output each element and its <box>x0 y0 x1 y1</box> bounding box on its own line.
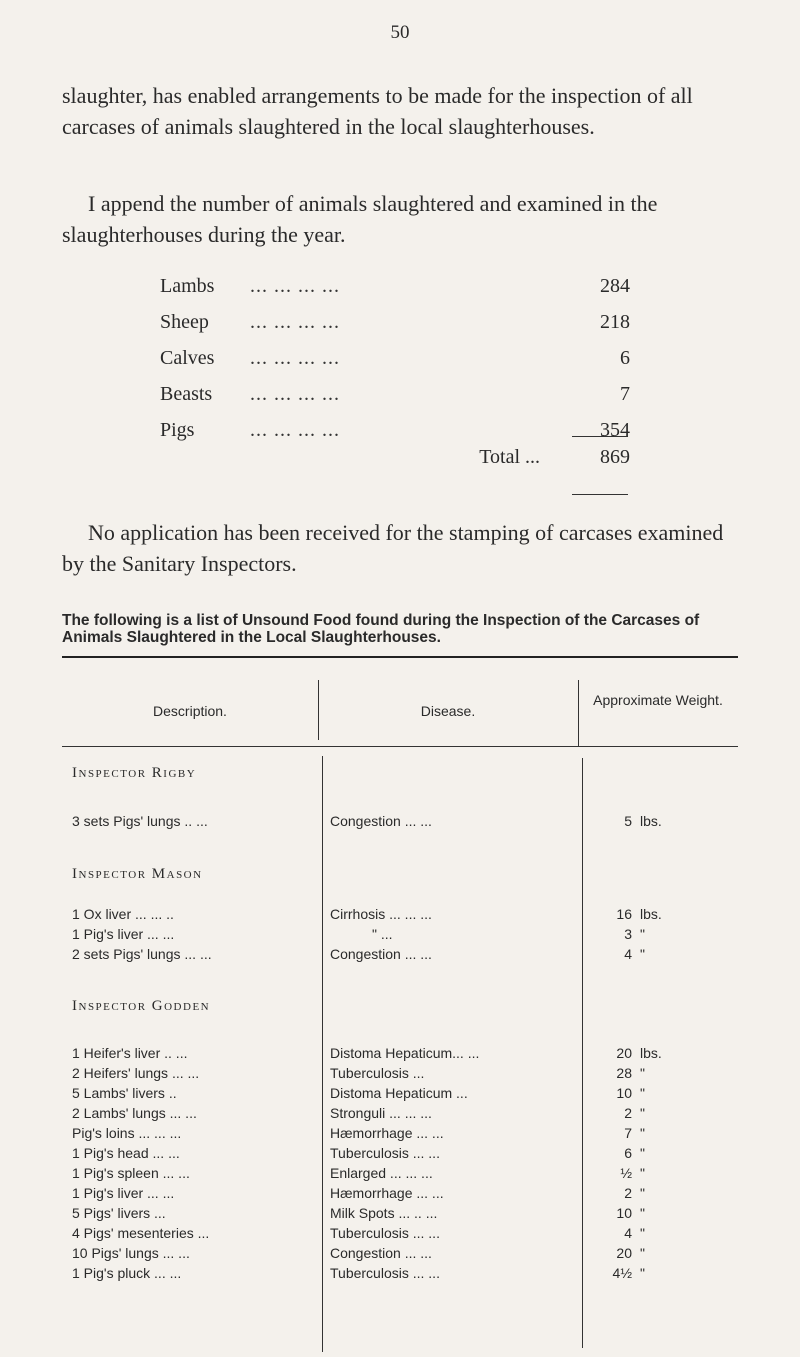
cell-unit: " <box>640 1145 645 1161</box>
slaughter-row <box>160 376 630 412</box>
section-title-godden: Inspector Godden <box>72 998 211 1014</box>
cell-weight: 16 <box>616 906 632 922</box>
cell-description: 5 Pigs' livers ... <box>72 1205 166 1221</box>
header-disease: Disease. <box>420 703 476 719</box>
header-description: Description. <box>153 703 227 719</box>
header-weight: Approximate Weight. <box>593 692 723 708</box>
animal-count: 284 <box>600 275 630 297</box>
cell-weight: 5 <box>624 813 632 829</box>
cell-unit: " <box>640 1105 645 1121</box>
table-row <box>62 924 738 944</box>
cell-weight: 28 <box>616 1065 632 1081</box>
total-label: Total ... <box>479 446 540 468</box>
cell-description: 2 sets Pigs' lungs ... ... <box>72 946 212 962</box>
cell-disease: Tuberculosis ... ... <box>330 1225 440 1241</box>
cell-disease: Milk Spots ... .. ... <box>330 1205 438 1221</box>
cell-weight: 10 <box>616 1085 632 1101</box>
cell-disease: Hæmorrhage ... ... <box>330 1125 444 1141</box>
slaughter-row <box>160 268 630 304</box>
table-row <box>62 944 738 964</box>
cell-unit: lbs. <box>640 813 662 829</box>
cell-weight: ½ <box>620 1165 632 1181</box>
cell-disease: " ... <box>372 926 393 942</box>
animal-count: 354 <box>600 419 630 441</box>
cell-weight: 2 <box>624 1185 632 1201</box>
cell-disease: Cirrhosis ... ... ... <box>330 906 432 922</box>
cell-weight: 2 <box>624 1105 632 1121</box>
table-row <box>62 904 738 924</box>
table-row <box>62 1083 738 1103</box>
animal-label: Beasts <box>160 383 213 405</box>
cell-weight: 20 <box>616 1245 632 1261</box>
leader-dots: ... ... ... ... <box>250 275 340 297</box>
cell-description: 4 Pigs' mesenteries ... <box>72 1225 210 1241</box>
paragraph-stamping: No application has been received for the stamping of carcases examined by the Sanitary Inspectors. <box>62 520 724 576</box>
cell-weight: 4½ <box>612 1265 632 1281</box>
cell-disease: Congestion ... ... <box>330 813 432 829</box>
cell-unit: " <box>640 1245 645 1261</box>
cell-unit: " <box>640 1225 645 1241</box>
slaughter-row <box>160 412 630 448</box>
table-row <box>62 1103 738 1123</box>
table-row <box>62 1243 738 1263</box>
cell-disease: Congestion ... ... <box>330 946 432 962</box>
table-row <box>62 1163 738 1183</box>
cell-unit: " <box>640 926 645 942</box>
total-count: 869 <box>600 446 630 468</box>
animal-count: 6 <box>620 347 630 369</box>
cell-unit: lbs. <box>640 906 662 922</box>
table-row <box>62 1203 738 1223</box>
table-row <box>62 1063 738 1083</box>
cell-description: 1 Ox liver ... ... .. <box>72 906 174 922</box>
cell-description: Pig's loins ... ... ... <box>72 1125 182 1141</box>
sum-rule-bottom <box>572 494 628 495</box>
cell-weight: 4 <box>624 946 632 962</box>
paragraph-append-numbers: I append the number of animals slaughtered and examined in the slaughterhouses during the year. <box>62 191 658 247</box>
table-row <box>62 1263 738 1283</box>
cell-description: 5 Lambs' livers .. <box>72 1085 177 1101</box>
cell-disease: Tuberculosis ... <box>330 1065 425 1081</box>
cell-disease: Distoma Hepaticum... ... <box>330 1045 480 1061</box>
animal-label: Lambs <box>160 275 215 297</box>
cell-weight: 3 <box>624 926 632 942</box>
leader-dots: ... ... ... ... <box>250 347 340 369</box>
cell-weight: 7 <box>624 1125 632 1141</box>
cell-disease: Stronguli ... ... ... <box>330 1105 432 1121</box>
cell-disease: Hæmorrhage ... ... <box>330 1185 444 1201</box>
cell-disease: Distoma Hepaticum ... <box>330 1085 468 1101</box>
cell-weight: 6 <box>624 1145 632 1161</box>
animal-count: 7 <box>620 383 630 405</box>
table-row <box>62 1123 738 1143</box>
leader-dots: ... ... ... ... <box>250 419 340 441</box>
cell-description: 1 Heifer's liver .. ... <box>72 1045 188 1061</box>
table-top-rule <box>62 656 738 658</box>
column-divider <box>578 680 579 746</box>
cell-description: 1 Pig's liver ... ... <box>72 1185 175 1201</box>
section-title-rigby: Inspector Rigby <box>72 765 197 781</box>
cell-weight: 20 <box>616 1045 632 1061</box>
cell-unit: " <box>640 1205 645 1221</box>
cell-disease: Tuberculosis ... ... <box>330 1145 440 1161</box>
cell-description: 1 Pig's liver ... ... <box>72 926 175 942</box>
cell-disease: Tuberculosis ... ... <box>330 1265 440 1281</box>
cell-weight: 4 <box>624 1225 632 1241</box>
cell-unit: " <box>640 1185 645 1201</box>
cell-unit: " <box>640 1085 645 1101</box>
table-row <box>62 1223 738 1243</box>
cell-unit: " <box>640 1265 645 1281</box>
table-row <box>62 1183 738 1203</box>
slaughter-row <box>160 304 630 340</box>
leader-dots: ... ... ... ... <box>250 311 340 333</box>
table-row <box>62 1043 738 1063</box>
animal-label: Pigs <box>160 419 195 441</box>
cell-description: 1 Pig's spleen ... ... <box>72 1165 190 1181</box>
animal-label: Calves <box>160 347 215 369</box>
cell-unit: " <box>640 946 645 962</box>
table-caption: The following is a list of Unsound Food found during the Inspection of the Carcases of Animals Slaughtered in the Local Slaughterhouses. <box>62 612 700 646</box>
cell-description: 2 Lambs' lungs ... ... <box>72 1105 197 1121</box>
cell-unit: " <box>640 1125 645 1141</box>
cell-description: 1 Pig's pluck ... ... <box>72 1265 182 1281</box>
table-row <box>62 811 738 831</box>
cell-unit: " <box>640 1165 645 1181</box>
paragraph-continuation: slaughter, has enabled arrangements to be made for the inspection of all carcases of animals slaughtered in the local slaughterhouses. <box>62 83 693 139</box>
cell-unit: lbs. <box>640 1045 662 1061</box>
cell-description: 1 Pig's head ... ... <box>72 1145 180 1161</box>
cell-description: 3 sets Pigs' lungs .. ... <box>72 813 208 829</box>
slaughter-total-row <box>160 446 630 469</box>
page-number: 50 <box>390 22 410 43</box>
slaughter-row <box>160 340 630 376</box>
animal-count: 218 <box>600 311 630 333</box>
table-header-rule <box>62 746 738 747</box>
animal-label: Sheep <box>160 311 209 333</box>
leader-dots: ... ... ... ... <box>250 383 340 405</box>
cell-description: 2 Heifers' lungs ... ... <box>72 1065 200 1081</box>
cell-unit: " <box>640 1065 645 1081</box>
cell-disease: Enlarged ... ... ... <box>330 1165 433 1181</box>
cell-description: 10 Pigs' lungs ... ... <box>72 1245 190 1261</box>
section-title-mason: Inspector Mason <box>72 866 203 882</box>
slaughter-summary-table <box>160 268 630 448</box>
sum-rule-top <box>572 436 628 437</box>
cell-weight: 10 <box>616 1205 632 1221</box>
cell-disease: Congestion ... ... <box>330 1245 432 1261</box>
table-row <box>62 1143 738 1163</box>
